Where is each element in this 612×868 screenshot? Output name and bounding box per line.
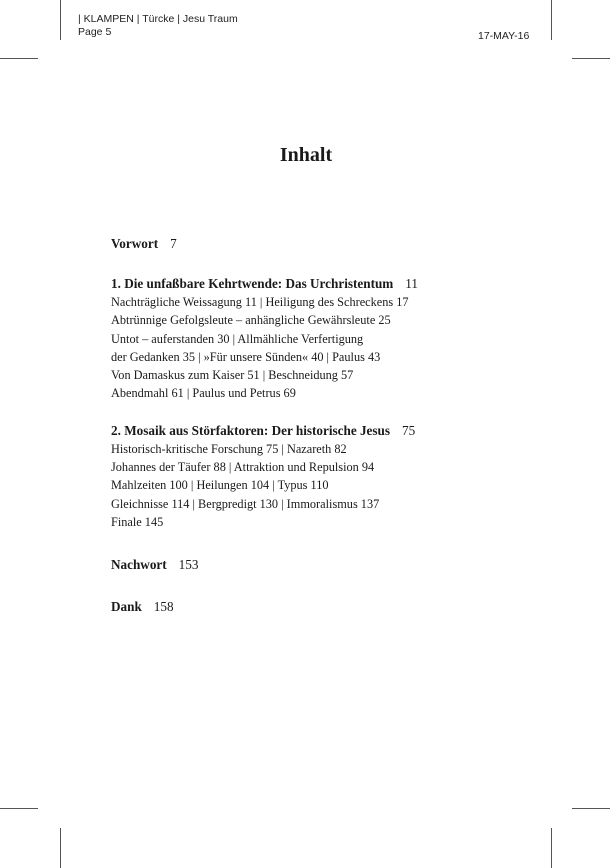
toc-subentries bbox=[111, 293, 471, 403]
toc-label: Dank bbox=[111, 599, 142, 615]
slug-page-line: Page 5 bbox=[78, 26, 112, 38]
toc-subentry-line: Von Damaskus zum Kaiser 51 | Beschneidung 57 bbox=[111, 368, 354, 383]
slug-date: 17-MAY-16 bbox=[478, 30, 530, 42]
toc-label: Vorwort bbox=[111, 236, 159, 251]
crop-mark bbox=[0, 808, 38, 809]
crop-mark bbox=[572, 808, 610, 809]
table-of-contents bbox=[111, 235, 471, 616]
crop-mark bbox=[572, 58, 610, 59]
crop-mark bbox=[0, 58, 38, 59]
crop-mark bbox=[551, 0, 552, 40]
toc-subentry-line: Abendmahl 61 | Paulus und Petrus 69 bbox=[111, 386, 296, 401]
toc-subentry-line: der Gedanken 35 | »Für unsere Sünden« 40 | Paulus 43 bbox=[111, 349, 381, 364]
page-title: Inhalt bbox=[279, 144, 333, 166]
toc-entry-nachwort[interactable] bbox=[111, 556, 471, 574]
toc-page-number: 7 bbox=[170, 236, 177, 251]
crop-mark bbox=[60, 828, 61, 868]
toc-entry-vorwort[interactable] bbox=[111, 235, 471, 253]
toc-entry-chapter-1[interactable] bbox=[111, 275, 471, 293]
slug-job-line: | KLAMPEN | Türcke | Jesu Traum bbox=[78, 13, 238, 25]
toc-subentry-line: Finale 145 bbox=[111, 514, 164, 529]
toc-subentry-line: Untot – auferstanden 30 | Allmähliche Verfertigung bbox=[111, 331, 364, 346]
print-slug bbox=[78, 13, 238, 39]
crop-mark bbox=[60, 0, 61, 40]
toc-subentries bbox=[111, 440, 471, 531]
toc-page-number: 158 bbox=[153, 599, 174, 615]
toc-page-number: 11 bbox=[405, 276, 418, 291]
toc-subentry-line: Gleichnisse 114 | Bergpredigt 130 | Immoralismus 137 bbox=[111, 496, 380, 511]
toc-subentry-line: Historisch-kritische Forschung 75 | Nazareth 82 bbox=[111, 441, 347, 456]
toc-label: 1. Die unfaßbare Kehrtwende: Das Urchristentum bbox=[111, 276, 394, 291]
toc-subentry-line: Nachträgliche Weissagung 11 | Heiligung des Schreckens 17 bbox=[111, 295, 409, 309]
toc-subentry-line: Johannes der Täufer 88 | Attraktion und Repulsion 94 bbox=[111, 460, 375, 475]
toc-entry-dank[interactable] bbox=[111, 598, 471, 616]
toc-subentry-line: Abtrünnige Gefolgsleute – anhängliche Gewährsleute 25 bbox=[111, 313, 391, 328]
toc-page-number: 75 bbox=[402, 422, 416, 438]
toc-label: Nachwort bbox=[111, 557, 167, 573]
toc-subentry-line: Mahlzeiten 100 | Heilungen 104 | Typus 110 bbox=[111, 478, 329, 493]
crop-mark bbox=[551, 828, 552, 868]
toc-page-number: 153 bbox=[178, 557, 199, 573]
toc-label: 2. Mosaik aus Störfaktoren: Der historische Jesus bbox=[111, 422, 391, 438]
toc-entry-chapter-2[interactable] bbox=[111, 422, 471, 440]
